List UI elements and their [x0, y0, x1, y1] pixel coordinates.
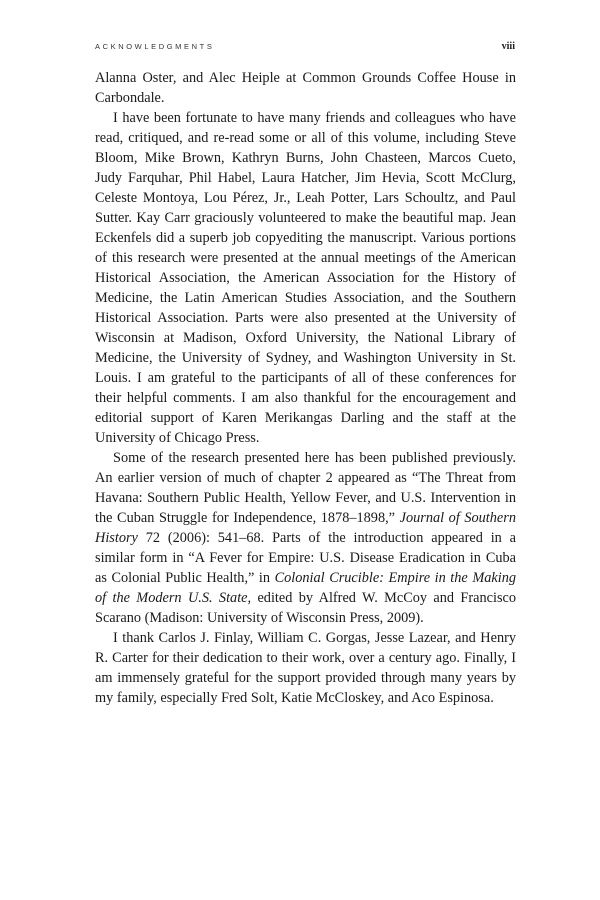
paragraph-colleagues: I have been fortunate to have many friends and colleagues who have read, critiqued, and re-read some or all of this volume, including Steve Bloom, Mike Brown, Kathryn Burns, John Chasteen, Marcos Cueto, Judy Farquhar, Phil Habel, Laura Hatcher, Jim Hevia, Scott McClurg, Celeste Montoya, Lou Pérez, Jr., Leah Potter, Lars Schoultz, and Paul Sutter. Kay Carr graciously volunteered to make the beautiful map. Jean Eckenfels did a superb job copyediting the manuscript. Various portions of this research were presented at the annual meetings of the American Historical Association, the American Association for the History of Medicine, the Latin American Studies Association, and the Southern Historical Association. Parts were also presented at the University of Wisconsin at Madison, Oxford University, the National Library of Medicine, the University of Sydney, and Washington University in St. Louis. I am grateful to the participants of all of these conferences for their helpful comments. I am also thankful for the encouragement and editorial support of Karen Merikangas Darling and the staff at the University of Chicago Press. — [95, 110, 516, 446]
book-title: Colonial Crucible: Empire in the Making of the Modern U.S. State, — [95, 570, 516, 606]
text-segment: edited by Alfred W. McCoy and Francisco Scarano (Madison: University of Wisconsin Press, 2009). — [95, 590, 516, 626]
page-number: viii — [501, 41, 515, 52]
section-title: ACKNOWLEDGMENTS — [95, 42, 215, 51]
journal-title: Journal of Southern History — [95, 510, 516, 546]
paragraph-prior-publications — [95, 448, 516, 628]
text-segment: Some of the research presented here has been published previously. An earlier version of much of chapter 2 appeared as “The Threat from Havana: Southern Public Health, Yellow Fever, and U.S. Intervention in the Cuban Struggle for Independence, 1878–1898,” — [95, 450, 516, 526]
running-head — [95, 42, 515, 56]
text-segment: 72 (2006): 541–68. Parts of the introduction appeared in a similar form in “A Fever for Empire: U.S. Disease Eradication in Cuba as Colonial Public Health,” in — [95, 530, 516, 586]
paragraph-final-thanks: I thank Carlos J. Finlay, William C. Gorgas, Jesse Lazear, and Henry R. Carter for their dedication to their work, over a century ago. Finally, I am immensely grateful for the support provided through many years by my family, especially Fred Solt, Katie McCloskey, and Aco Espinosa. — [95, 630, 516, 706]
body-text — [95, 68, 516, 708]
paragraph-continued: Alanna Oster, and Alec Heiple at Common Grounds Coffee House in Carbondale. — [95, 70, 516, 106]
